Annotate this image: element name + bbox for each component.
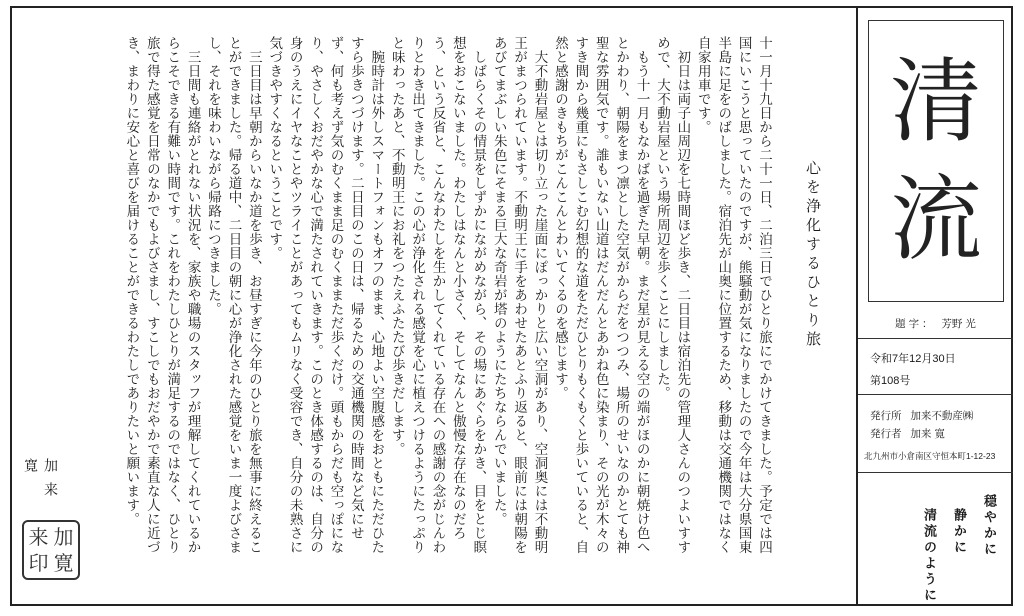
article-paragraph: もう十一月もなかばを過ぎた早朝。まだ星が見える空の端がほのかに朝焼け色へとかわり、朝陽をまつ凛とした空気がからだをつつみ、場所のせいなのかとても神聖な雰囲気です。誰もいない山道はだんだんとあかね色に染まり、その光が木々のすき間から幾重にもさしこむ幻想的な道をただひとりもくもくと歩いていると、自然と感謝のきもちがこんこんとわいてくるのを感じます。 bbox=[551, 36, 650, 554]
publisher-name: 加来不動産㈱ bbox=[910, 410, 974, 422]
title-credit-label: 題 字 ： bbox=[895, 318, 933, 330]
article-paragraph: 腕時計は外しスマートフォンもオフのまま、心地よい空腹感をおともにただひたすら歩きつづけます。二日目のこの日は、帰るための交通機関の時間など気にせず、何も考えず気のむくまま足のむくままただ歩くだけ。頭もからだも空っぽになり、やさしくおだやかな心で満たされていきます。このとき体感するのは、自分の身のうえにイヤなことやツライことがあってもムリなく受容でき、自分の未熟さに気づきやすくなるということです。 bbox=[266, 36, 385, 554]
article-paragraph: しばらくその情景をしずかにながめながら、その場にあぐらをかき、目をとじ瞑想をおこないました。わたしはなんと小さく、そしてなんと傲慢な存在なのだろう、という反省と、こんなわたしを生かしてくれている存在への感謝の念がじんわりとわき出てきました。この心が浄化される感覚を心に植えつけるようにたっぷりと味わったあと、不動明王にお礼をつたえふたたび歩きだします。 bbox=[388, 36, 487, 554]
seal-char: 寛 bbox=[53, 551, 74, 575]
article-paragraph: 三日目は早朝からいなか道を歩き、お昼すぎに今年のひとり旅を無事に終えることができました。帰る道中、二日目の朝に心が浄化された感覚をいま一度よびさまし、それを味わいながら帰路につきました。 bbox=[205, 36, 262, 554]
logo-char: 清 bbox=[889, 48, 982, 155]
issue-date: 令和7年12月30日 bbox=[870, 353, 956, 365]
article-body bbox=[76, 36, 774, 564]
divider bbox=[858, 472, 1013, 473]
publisher-address: 北九州市小倉南区守恒本町1-12-23 bbox=[864, 451, 996, 461]
motto-line: 静かに bbox=[951, 508, 966, 556]
article-paragraph: 十一月十九日から二十一日、二泊三日でひとり旅にでかけてきました。予定では四国にいこうと思っていたのですが、熊騒動が気になりましたので今年は大分県国東半島に足をのばしました。宿泊先が山奥に位置するため、移動は交通機関ではなく自家用車です。 bbox=[694, 36, 772, 554]
article-title: 心を浄化するひとり旅 bbox=[804, 160, 822, 350]
title-credit-name: 芳野 光 bbox=[941, 318, 976, 330]
article-paragraph: 初日は両子山周辺を七時間ほど歩き、二日目は宿泊先の管理人さんのつよいすすめで、大不動岩屋という場所周辺を歩くことにしました。 bbox=[653, 36, 691, 554]
editor-label: 発行者 bbox=[870, 428, 902, 440]
masthead-logo bbox=[868, 20, 1004, 302]
motto-line: 清流のように bbox=[921, 508, 936, 604]
author-seal-stamp bbox=[22, 520, 80, 580]
publisher-line bbox=[858, 408, 1024, 423]
editor-name: 加来 寛 bbox=[910, 428, 945, 440]
seal-char: 加 bbox=[53, 525, 74, 549]
issue-number: 第108号 bbox=[870, 375, 911, 387]
article-paragraph: 大不動岩屋とは切り立った崖面にぽっかりと広い空洞があり、空洞奥には不動明王がまつられています。不動明王に手をあわせたあとふり返ると、眼前には朝陽をあびてまぶしい朱色にそまる巨大な奇岩が塔のようにたちならんでいました。 bbox=[490, 36, 548, 554]
motto-line: 穏やかに bbox=[981, 494, 996, 558]
title-credit bbox=[858, 316, 1013, 331]
seal-char: 印 bbox=[28, 551, 49, 575]
article-paragraph: 三日間も連絡がとれない状況を、家族や職場のスタッフが理解してくれているからこそできる有難い時間です。これをわたしひとりが満足するのではなく、ひとり旅で得た感覚を日常のなかでもよびさまし、すこしでもおだやかで素直な人に近づき、まわりに安心と喜びを届けることができるわたしでありたいと願います。 bbox=[123, 36, 201, 554]
editor-line bbox=[858, 426, 1024, 441]
seal-char: 来 bbox=[28, 525, 49, 549]
divider bbox=[858, 394, 1013, 395]
publisher-label: 発行所 bbox=[870, 410, 902, 422]
article-author: 加来 寛 bbox=[22, 458, 58, 506]
logo-char: 流 bbox=[889, 166, 982, 273]
divider bbox=[858, 338, 1013, 339]
masthead-column bbox=[856, 6, 1013, 606]
